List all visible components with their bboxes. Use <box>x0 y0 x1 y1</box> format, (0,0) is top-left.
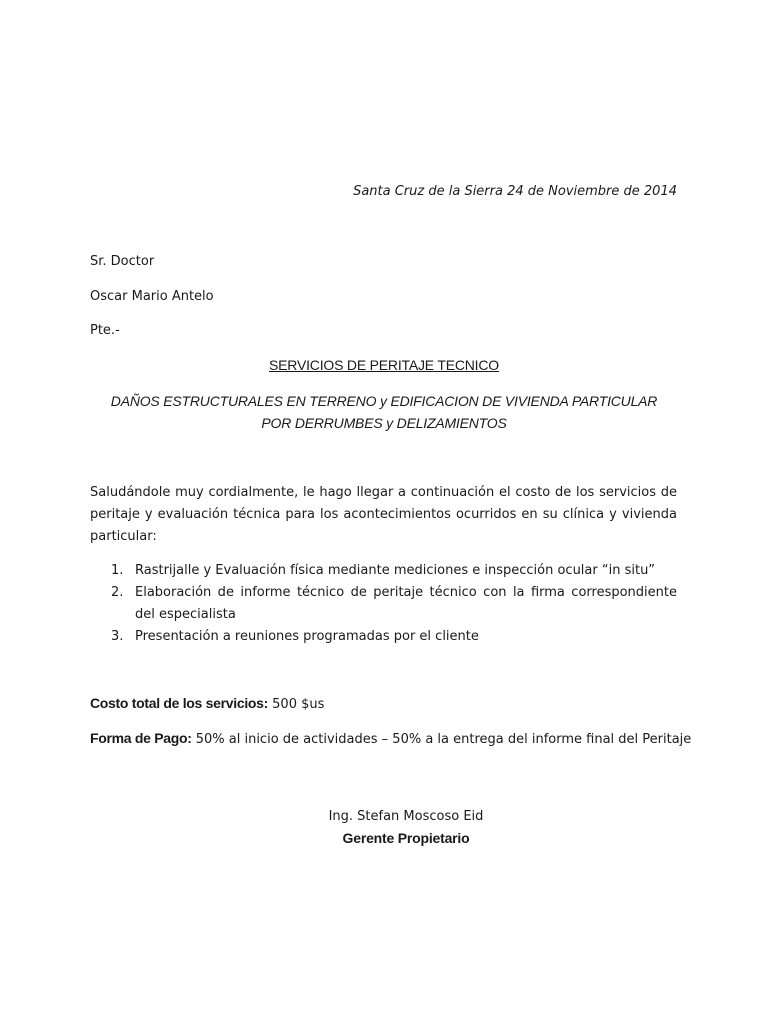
list-item <box>90 626 677 648</box>
cost-value: 500 $us <box>272 697 325 712</box>
date-line: Santa Cruz de la Sierra 24 de Noviembre de 2014 <box>353 184 677 199</box>
intro-paragraph: Saludándole muy cordialmente, le hago llegar a continuación el costo de los servicios de peritaje y evaluación técnica para los acontecimientos ocurridos en su clínica y vivienda particular: <box>90 485 677 544</box>
signature-title: Gerente Propietario <box>342 830 470 846</box>
list-item-text: Elaboración de informe técnico de peritaje técnico con la firma correspondiente del especialista <box>135 585 677 622</box>
cost-label: Costo total de los servicios: <box>90 695 269 711</box>
services-list <box>90 560 677 648</box>
recipient-name: Oscar Mario Antelo <box>90 289 214 304</box>
cost-line <box>90 695 324 712</box>
payment-line <box>90 730 691 747</box>
list-item-number: 2. <box>111 585 124 600</box>
recipient-present: Pte.- <box>90 323 120 338</box>
list-item-number: 1. <box>111 563 124 578</box>
list-item-number: 3. <box>111 629 124 644</box>
document-title: SERVICIOS DE PERITAJE TECNICO <box>269 357 499 373</box>
signature-name: Ing. Stefan Moscoso Eid <box>328 809 484 824</box>
list-item-text: Rastrijalle y Evaluación física mediante mediciones e inspección ocular “in situ” <box>135 563 656 578</box>
list-item <box>90 560 677 582</box>
list-item-text: Presentación a reuniones programadas por el cliente <box>135 629 479 644</box>
payment-label: Forma de Pago: <box>90 730 192 746</box>
document-subtitle: DAÑOS ESTRUCTURALES EN TERRENO y EDIFICACION DE VIVIENDA PARTICULAR POR DERRUMBES y DELIZAMIENTOS <box>110 393 658 431</box>
recipient-salutation: Sr. Doctor <box>90 254 155 269</box>
list-item <box>90 582 677 626</box>
payment-value: 50% al inicio de actividades – 50% a la entrega del informe final del Peritaje <box>195 732 692 747</box>
